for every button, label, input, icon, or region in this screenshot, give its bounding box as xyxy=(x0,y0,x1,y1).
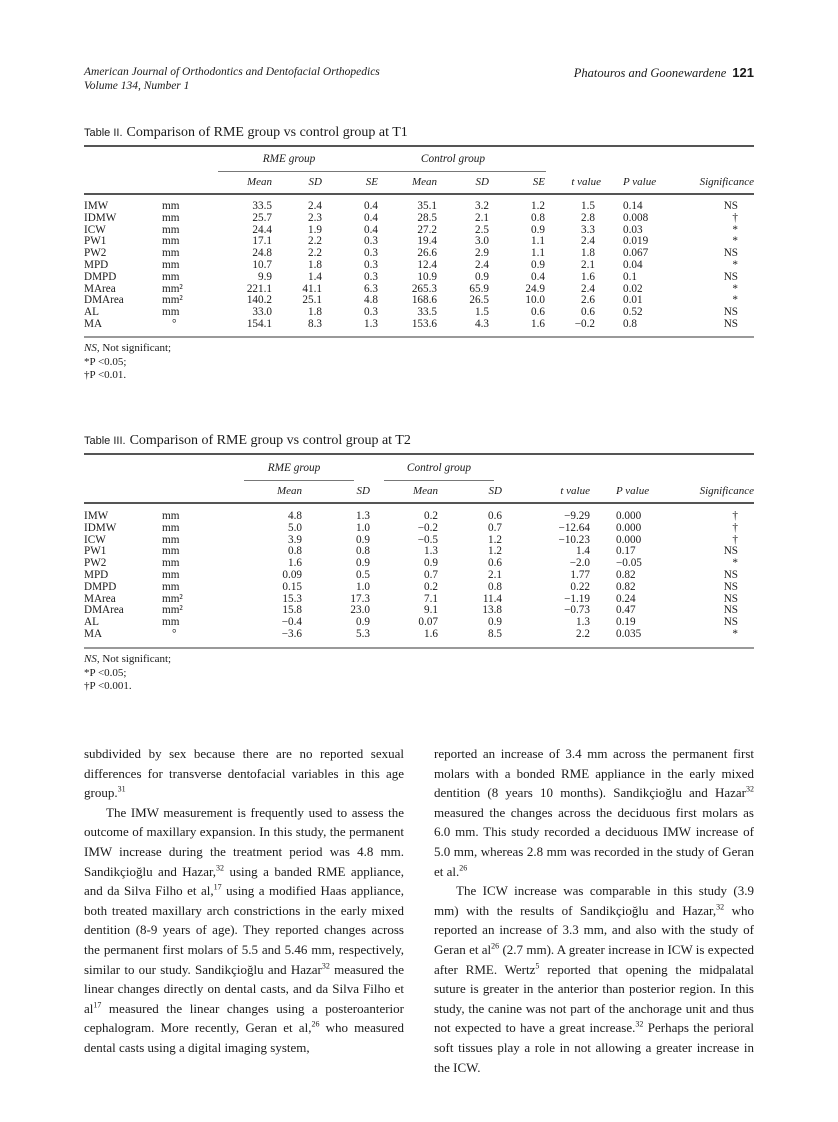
value-cell: NS xyxy=(723,200,738,212)
col-header: Significance xyxy=(699,485,754,497)
variable-cell: ICW xyxy=(84,223,106,236)
value-cell: 0.008 xyxy=(623,211,649,224)
table-row xyxy=(84,617,754,629)
unit-cell: mm xyxy=(162,580,180,593)
value-cell: 0.15 xyxy=(282,580,302,593)
value-cell: 0.22 xyxy=(570,580,590,593)
unit-cell: mm xyxy=(162,223,180,236)
value-cell: 8.5 xyxy=(488,627,502,640)
value-cell: 221.1 xyxy=(246,282,272,295)
value-cell: 2.2 xyxy=(308,247,322,260)
table3-rme-group-rule xyxy=(244,480,354,481)
value-cell: † xyxy=(732,521,738,534)
value-cell: −0.2 xyxy=(574,317,595,330)
unit-cell: mm xyxy=(162,306,180,319)
table3-bottom-rule xyxy=(84,647,754,649)
value-cell: 0.3 xyxy=(364,258,378,271)
value-cell: NS xyxy=(723,616,738,629)
running-header-journal xyxy=(84,65,380,93)
unit-cell: mm xyxy=(162,270,180,283)
value-cell: 0.1 xyxy=(623,270,637,283)
value-cell: 0.14 xyxy=(623,200,643,212)
value-cell: 4.8 xyxy=(364,294,378,307)
value-cell: 0.7 xyxy=(488,521,502,534)
value-cell: −12.64 xyxy=(558,521,590,534)
value-cell: −0.2 xyxy=(417,521,438,534)
value-cell: 0.019 xyxy=(623,235,649,248)
value-cell: * xyxy=(732,627,738,640)
table3-notes xyxy=(84,653,171,694)
value-cell: 5.0 xyxy=(288,521,302,534)
body-column-left xyxy=(84,744,404,1058)
unit-cell: ° xyxy=(172,627,177,640)
value-cell: 3.3 xyxy=(581,223,595,236)
value-cell: 1.6 xyxy=(424,627,438,640)
unit-cell: mm xyxy=(162,258,180,271)
value-cell: 5.3 xyxy=(356,627,370,640)
value-cell: 15.8 xyxy=(282,604,302,617)
value-cell: 33.0 xyxy=(252,306,272,319)
value-cell: 1.5 xyxy=(581,200,595,212)
value-cell: 2.6 xyxy=(581,294,595,307)
table3-header-rule xyxy=(84,502,754,504)
value-cell: 0.8 xyxy=(356,545,370,558)
variable-cell: IMW xyxy=(84,200,109,212)
table-row xyxy=(84,629,754,641)
value-cell: * xyxy=(732,223,738,236)
col-header: t value xyxy=(571,176,601,188)
note-star: *P <0.05; xyxy=(84,355,127,368)
value-cell: 1.6 xyxy=(581,270,595,283)
variable-cell: DMPD xyxy=(84,580,117,593)
col-header: Mean xyxy=(276,485,302,497)
value-cell: 1.4 xyxy=(576,545,590,558)
value-cell: 15.3 xyxy=(282,592,302,605)
value-cell: 0.4 xyxy=(531,270,545,283)
journal-volume: Volume 134, Number 1 xyxy=(84,80,190,92)
value-cell: * xyxy=(732,282,738,295)
body-column-right xyxy=(434,744,754,1077)
value-cell: 6.3 xyxy=(364,282,378,295)
value-cell: 10.9 xyxy=(417,270,437,283)
value-cell: 33.5 xyxy=(417,306,437,319)
variable-cell: IDMW xyxy=(84,211,117,224)
value-cell: NS xyxy=(723,317,738,330)
value-cell: 0.47 xyxy=(616,604,636,617)
journal-title: American Journal of Orthodontics and Dentofacial Orthopedics xyxy=(84,66,380,78)
value-cell: 0.5 xyxy=(356,568,370,581)
variable-cell: DMArea xyxy=(84,294,124,307)
col-header: Mean xyxy=(411,176,437,188)
value-cell: 0.035 xyxy=(616,627,642,640)
note-ns: NS, Not significant; xyxy=(84,342,172,354)
note-ns: NS, Not significant; xyxy=(84,653,172,665)
col-header: SD xyxy=(475,176,489,188)
table2-label: Table II. xyxy=(84,127,123,139)
variable-cell: MArea xyxy=(84,592,116,605)
paragraph: The IMW measurement is frequently used to assess the outcome of maxillary expansion. In this study, the permanent IMW increase during the treatment period was 4.8 mm. Sandikçioğlu and Hazar,$^{32}$ using a banded RME appliance, and da Silva Filho et al,$^{17}$ using a modified Haas appliance, both treated maxillary arch constrictions in the early mixed dentition (8-9 years of age). They reported changes across the permanent first molars of 5.5 and 5.46 mm, respectively, similar to our study. Sandikçioğlu and Hazar$^{32}$ measured the linear changes directly on dental casts, and da Silva Filho et $al^{17}$ measured the linear changes using a posteroanterior cephalogram. More recently, Geran et al,$^{26}$ who measured dental casts using a digital imaging system, xyxy=(84,804,404,1055)
table3-label: Table III. xyxy=(84,435,126,447)
value-cell: 2.2 xyxy=(308,235,322,248)
variable-cell: IDMW xyxy=(84,521,117,534)
value-cell: 2.1 xyxy=(488,568,502,581)
table3-header xyxy=(84,486,754,498)
unit-cell: mm² xyxy=(162,604,183,617)
value-cell: 1.3 xyxy=(576,616,590,629)
value-cell: 0.52 xyxy=(623,306,643,319)
note-dagger: †P <0.01. xyxy=(84,369,127,381)
value-cell: 0.6 xyxy=(488,557,502,570)
table2-control-group-rule xyxy=(382,171,546,172)
col-header: SE xyxy=(365,176,378,188)
value-cell: 0.4 xyxy=(364,200,378,212)
value-cell: 1.2 xyxy=(531,200,545,212)
unit-cell: mm xyxy=(162,211,180,224)
value-cell: −1.19 xyxy=(564,592,590,605)
value-cell: −0.4 xyxy=(281,616,302,629)
table-row xyxy=(84,213,754,225)
table3-body xyxy=(84,511,754,641)
table-row xyxy=(84,535,754,547)
table2-group-control: Control group xyxy=(420,153,486,165)
value-cell: 265.3 xyxy=(411,282,437,295)
value-cell: 0.2 xyxy=(424,580,438,593)
unit-cell: mm² xyxy=(162,282,183,295)
value-cell: 0.9 xyxy=(475,270,489,283)
value-cell: 1.1 xyxy=(531,235,545,248)
authors: Phatouros and Goonewardene xyxy=(573,66,727,80)
variable-cell: AL xyxy=(84,616,99,629)
value-cell: 0.8 xyxy=(623,317,637,330)
value-cell: NS xyxy=(723,306,738,319)
variable-cell: PW1 xyxy=(84,235,107,248)
value-cell: 0.000 xyxy=(616,533,642,546)
value-cell: † xyxy=(732,211,738,224)
value-cell: 0.19 xyxy=(616,616,636,629)
table2-group-rme: RME group xyxy=(262,153,316,165)
value-cell: 1.2 xyxy=(488,545,502,558)
unit-cell: mm xyxy=(162,616,180,629)
value-cell: 8.3 xyxy=(308,317,322,330)
value-cell: 12.4 xyxy=(417,258,437,271)
table-row xyxy=(84,570,754,582)
unit-cell: ° xyxy=(172,317,177,330)
value-cell: * xyxy=(732,294,738,307)
value-cell: 3.0 xyxy=(475,235,489,248)
table3-control-group-rule xyxy=(384,480,494,481)
table-row xyxy=(84,546,754,558)
table2-notes xyxy=(84,342,171,383)
value-cell: 9.9 xyxy=(258,270,272,283)
table3-group-control: Control group xyxy=(406,462,472,474)
variable-cell: MA xyxy=(84,317,103,330)
value-cell: 0.3 xyxy=(364,270,378,283)
value-cell: 10.0 xyxy=(525,294,545,307)
col-header: SE xyxy=(532,176,545,188)
variable-cell: PW1 xyxy=(84,545,107,558)
value-cell: 0.2 xyxy=(424,510,438,522)
value-cell: 1.0 xyxy=(356,521,370,534)
value-cell: 25.7 xyxy=(252,211,272,224)
unit-cell: mm xyxy=(162,533,180,546)
value-cell: −3.6 xyxy=(281,627,302,640)
value-cell: 0.3 xyxy=(364,306,378,319)
value-cell: 0.6 xyxy=(531,306,545,319)
value-cell: 168.6 xyxy=(411,294,437,307)
value-cell: 0.9 xyxy=(424,557,438,570)
value-cell: −0.73 xyxy=(564,604,590,617)
variable-cell: MPD xyxy=(84,258,109,271)
value-cell: 1.8 xyxy=(308,306,322,319)
value-cell: 1.8 xyxy=(581,247,595,260)
value-cell: 41.1 xyxy=(302,282,322,295)
value-cell: 2.2 xyxy=(576,627,590,640)
value-cell: 2.5 xyxy=(475,223,489,236)
table3-title: Comparison of RME group vs control group at T2 xyxy=(129,433,411,448)
value-cell: 0.04 xyxy=(623,258,643,271)
value-cell: 19.4 xyxy=(417,235,437,248)
running-header-right xyxy=(574,65,754,81)
table3-header-row xyxy=(84,486,754,498)
value-cell: 1.4 xyxy=(308,270,322,283)
value-cell: 0.000 xyxy=(616,521,642,534)
value-cell: −9.29 xyxy=(564,510,590,522)
value-cell: 1.5 xyxy=(475,306,489,319)
table2-top-rule xyxy=(84,145,754,147)
value-cell: 2.4 xyxy=(475,258,489,271)
value-cell: 65.9 xyxy=(469,282,489,295)
value-cell: 1.2 xyxy=(488,533,502,546)
value-cell: 9.1 xyxy=(424,604,438,617)
value-cell: 11.4 xyxy=(482,592,502,605)
value-cell: 153.6 xyxy=(411,317,437,330)
value-cell: 3.2 xyxy=(475,200,489,212)
value-cell: † xyxy=(732,510,738,522)
value-cell: 24.4 xyxy=(252,223,272,236)
value-cell: 0.9 xyxy=(356,557,370,570)
value-cell: 1.3 xyxy=(424,545,438,558)
value-cell: 0.07 xyxy=(418,616,438,629)
value-cell: 2.1 xyxy=(581,258,595,271)
col-header: Significance xyxy=(699,176,754,188)
table-row xyxy=(84,260,754,272)
value-cell: 17.3 xyxy=(350,592,370,605)
value-cell: NS xyxy=(723,592,738,605)
col-header: SD xyxy=(308,176,322,188)
value-cell: 28.5 xyxy=(417,211,437,224)
variable-cell: ICW xyxy=(84,533,106,546)
value-cell: −2.0 xyxy=(569,557,590,570)
table-row xyxy=(84,582,754,594)
value-cell: 1.6 xyxy=(531,317,545,330)
value-cell: −0.05 xyxy=(616,557,642,570)
value-cell: 7.1 xyxy=(424,592,438,605)
table-row xyxy=(84,272,754,284)
table-row xyxy=(84,558,754,570)
variable-cell: MA xyxy=(84,627,103,640)
value-cell: 24.9 xyxy=(525,282,545,295)
value-cell: 1.0 xyxy=(356,580,370,593)
value-cell: 2.3 xyxy=(308,211,322,224)
value-cell: 2.4 xyxy=(581,235,595,248)
table2-title: Comparison of RME group vs control group at T1 xyxy=(126,125,408,140)
value-cell: 1.6 xyxy=(288,557,302,570)
value-cell: 154.1 xyxy=(246,317,272,330)
value-cell: −0.5 xyxy=(417,533,438,546)
variable-cell: PW2 xyxy=(84,247,107,260)
value-cell: 0.7 xyxy=(424,568,438,581)
table3-group-rme: RME group xyxy=(267,462,321,474)
value-cell: 4.8 xyxy=(288,510,302,522)
value-cell: NS xyxy=(723,580,738,593)
value-cell: 0.9 xyxy=(488,616,502,629)
value-cell: 0.8 xyxy=(531,211,545,224)
unit-cell: mm xyxy=(162,510,180,522)
value-cell: 33.5 xyxy=(252,200,272,212)
value-cell: NS xyxy=(723,545,738,558)
value-cell: NS xyxy=(723,270,738,283)
value-cell: 0.9 xyxy=(356,616,370,629)
value-cell: 24.8 xyxy=(252,247,272,260)
value-cell: 17.1 xyxy=(252,235,272,248)
value-cell: 2.4 xyxy=(581,282,595,295)
unit-cell: mm xyxy=(162,568,180,581)
col-header: SD xyxy=(356,485,370,497)
table2-bottom-rule xyxy=(84,336,754,338)
value-cell: * xyxy=(732,235,738,248)
value-cell: 2.4 xyxy=(308,200,322,212)
unit-cell: mm² xyxy=(162,592,183,605)
value-cell: 2.8 xyxy=(581,211,595,224)
unit-cell: mm xyxy=(162,557,180,570)
table3-top-rule xyxy=(84,453,754,455)
value-cell: 0.4 xyxy=(364,211,378,224)
col-header: Mean xyxy=(246,176,272,188)
value-cell: 0.8 xyxy=(488,580,502,593)
unit-cell: mm xyxy=(162,235,180,248)
page-number: 121 xyxy=(732,65,754,80)
value-cell: 3.9 xyxy=(288,533,302,546)
value-cell: * xyxy=(732,258,738,271)
paragraph: reported an increase of 3.4 mm across the permanent first molars with a bonded RME appliance in the early mixed dentition (8 years 10 months). Sandikçioğlu and Hazar$^{32}$ measured the changes across the deciduous first molars as 6.0 mm. This study recorded a deciduous IMW increase of 5.0 mm, whereas 2.8 mm was recorded in the study of Geran et al.$^{26}$ xyxy=(434,746,754,879)
value-cell: 25.1 xyxy=(302,294,322,307)
value-cell: NS xyxy=(723,568,738,581)
col-header: Mean xyxy=(412,485,438,497)
value-cell: 23.0 xyxy=(350,604,370,617)
value-cell: 0.03 xyxy=(623,223,643,236)
value-cell: 10.7 xyxy=(252,258,272,271)
paragraph: The ICW increase was comparable in this study (3.9 mm) with the results of Sandikçioğlu and Hazar,$^{32}$ who reported an increase of 3.3 mm, and also with the study of Geran et $al^{26}$ (2.7 mm). A greater increase in ICW is expected after RME. Wertz$^5$ reported that opening the midpalatal suture is greater in the anterior than posterior region. In this study, the canine was not part of the anchorage unit and thus not expected to have a great increase.$^{32}$ Perhaps the perioral soft tissues play a role in not allowing a greater increase in the ICW. xyxy=(434,883,755,1075)
unit-cell: mm² xyxy=(162,294,183,307)
col-header: P value xyxy=(623,176,657,188)
value-cell: 35.1 xyxy=(417,200,437,212)
value-cell: 0.6 xyxy=(488,510,502,522)
value-cell: † xyxy=(732,533,738,546)
table-row xyxy=(84,523,754,535)
value-cell: 27.2 xyxy=(417,223,437,236)
table2-rme-group-rule xyxy=(218,171,382,172)
value-cell: 0.02 xyxy=(623,282,643,295)
table2-header-row xyxy=(84,177,754,189)
value-cell: NS xyxy=(723,247,738,260)
variable-cell: DMPD xyxy=(84,270,117,283)
value-cell: 0.17 xyxy=(616,545,636,558)
table2-caption xyxy=(84,125,408,141)
value-cell: 4.3 xyxy=(475,317,489,330)
col-header: SD xyxy=(488,485,502,497)
value-cell: 0.82 xyxy=(616,568,636,581)
table-row xyxy=(84,319,754,331)
variable-cell: AL xyxy=(84,306,99,319)
value-cell: 140.2 xyxy=(246,294,272,307)
value-cell: 1.3 xyxy=(364,317,378,330)
value-cell: 2.9 xyxy=(475,247,489,260)
col-header: t value xyxy=(560,485,590,497)
variable-cell: MPD xyxy=(84,568,109,581)
value-cell: −10.23 xyxy=(558,533,590,546)
value-cell: 1.1 xyxy=(531,247,545,260)
value-cell: 26.5 xyxy=(469,294,489,307)
table2 xyxy=(84,177,754,201)
table2-body xyxy=(84,201,754,331)
unit-cell: mm xyxy=(162,200,180,212)
value-cell: 0.067 xyxy=(623,247,649,260)
value-cell: * xyxy=(732,557,738,570)
variable-cell: IMW xyxy=(84,510,109,522)
value-cell: 1.77 xyxy=(570,568,590,581)
value-cell: 0.9 xyxy=(531,258,545,271)
value-cell: 26.6 xyxy=(417,247,437,260)
unit-cell: mm xyxy=(162,545,180,558)
value-cell: 0.82 xyxy=(616,580,636,593)
table3-caption xyxy=(84,433,411,449)
value-cell: 0.4 xyxy=(364,223,378,236)
value-cell: 0.3 xyxy=(364,235,378,248)
paragraph: subdivided by sex because there are no reported sexual differences for transverse dentofacial variables in this age group.$^{31}$ xyxy=(84,746,404,801)
value-cell: 1.8 xyxy=(308,258,322,271)
col-header: P value xyxy=(616,485,650,497)
value-cell: 0.01 xyxy=(623,294,643,307)
value-cell: 2.1 xyxy=(475,211,489,224)
unit-cell: mm xyxy=(162,247,180,260)
value-cell: 1.9 xyxy=(308,223,322,236)
value-cell: 13.8 xyxy=(482,604,502,617)
value-cell: 0.3 xyxy=(364,247,378,260)
value-cell: 0.000 xyxy=(616,510,642,522)
note-dagger: †P <0.001. xyxy=(84,680,132,692)
value-cell: 0.6 xyxy=(581,306,595,319)
unit-cell: mm xyxy=(162,521,180,534)
value-cell: 1.3 xyxy=(356,510,370,522)
variable-cell: MArea xyxy=(84,282,116,295)
variable-cell: DMArea xyxy=(84,604,124,617)
note-star: *P <0.05; xyxy=(84,666,127,679)
value-cell: 0.24 xyxy=(616,592,636,605)
table-row xyxy=(84,594,754,606)
value-cell: NS xyxy=(723,604,738,617)
value-cell: 0.9 xyxy=(531,223,545,236)
value-cell: 0.8 xyxy=(288,545,302,558)
value-cell: 0.9 xyxy=(356,533,370,546)
variable-cell: PW2 xyxy=(84,557,107,570)
value-cell: 0.09 xyxy=(282,568,302,581)
